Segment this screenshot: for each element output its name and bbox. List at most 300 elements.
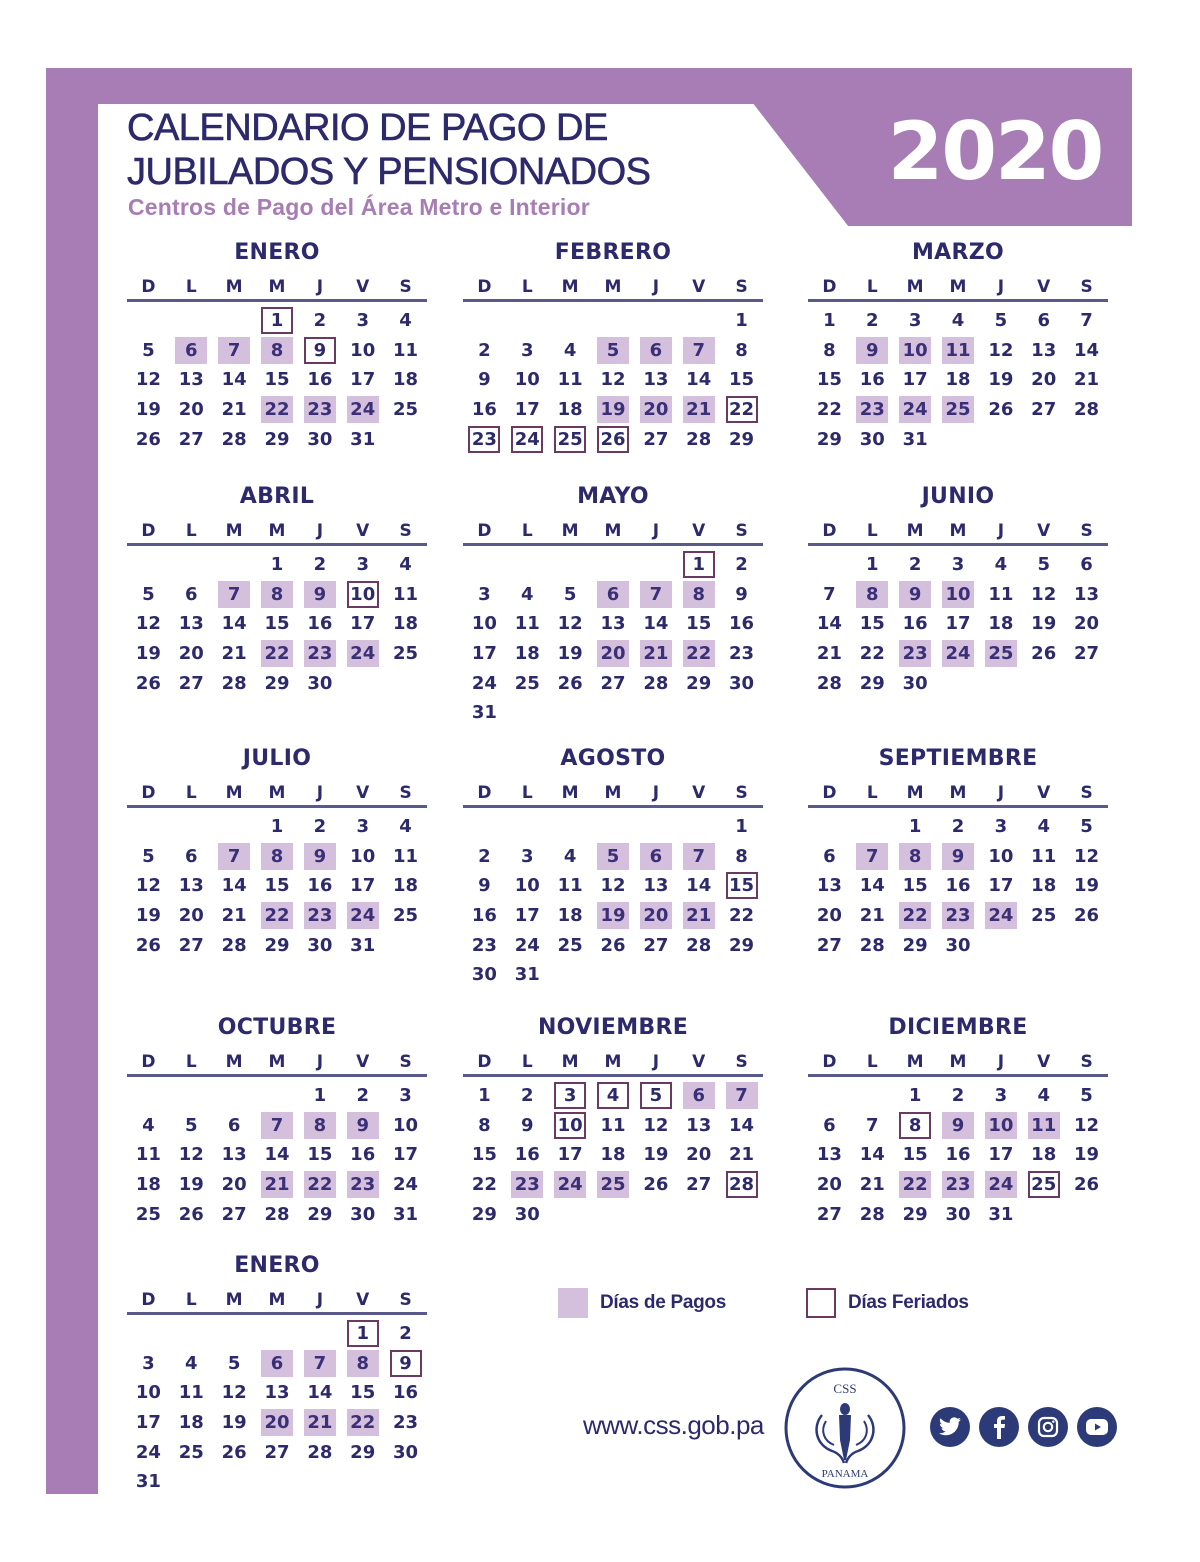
day-number: 3 <box>478 583 491 605</box>
day-number: 31 <box>514 964 540 986</box>
day-cell <box>1022 336 1065 366</box>
day-cell <box>634 1170 677 1200</box>
weekday-label: S <box>1080 1052 1093 1072</box>
payment-day-cell <box>256 1170 299 1200</box>
day-cell <box>720 580 763 610</box>
day-cell <box>384 395 427 425</box>
day-cell <box>549 668 592 698</box>
day-cell <box>298 609 341 639</box>
day-cell <box>937 550 980 580</box>
payment-day-cell <box>592 639 635 669</box>
day-cell <box>213 1199 256 1229</box>
day-cell <box>213 871 256 901</box>
day-cell <box>808 306 851 336</box>
day-number: 15 <box>902 1144 928 1166</box>
day-number: 29 <box>471 1203 497 1225</box>
holiday-cell <box>592 1081 635 1111</box>
day-number: 11 <box>393 339 419 361</box>
payment-day-cell <box>677 901 720 931</box>
day-cell <box>256 1140 299 1170</box>
day-number: 14 <box>221 613 247 635</box>
day-number: 3 <box>908 310 922 332</box>
day-cell <box>213 365 256 395</box>
day-cell <box>384 1319 427 1349</box>
day-number: 18 <box>393 875 419 897</box>
day-cell <box>851 609 894 639</box>
day-number: 30 <box>945 1203 971 1225</box>
weekday-label: J <box>997 1052 1005 1072</box>
day-number: 19 <box>178 1174 204 1196</box>
day-cell <box>384 901 427 931</box>
weekday-label: M <box>225 277 243 297</box>
day-number: 4 <box>1037 816 1050 838</box>
day-number: 21 <box>261 1171 293 1198</box>
day-cell <box>851 901 894 931</box>
day-number: 26 <box>600 934 626 956</box>
payment-day-cell <box>341 395 384 425</box>
day-grid <box>463 1081 763 1229</box>
day-cell <box>213 1378 256 1408</box>
day-grid <box>127 550 427 698</box>
day-cell <box>256 871 299 901</box>
day-number: 5 <box>227 1352 241 1374</box>
day-number: 4 <box>142 1114 155 1136</box>
day-cell <box>463 1081 506 1111</box>
day-number: 15 <box>859 613 885 635</box>
day-number: 7 <box>1080 310 1093 332</box>
day-cell <box>170 1408 213 1438</box>
day-number: 24 <box>347 396 379 423</box>
day-cell <box>256 668 299 698</box>
day-number: 13 <box>1074 583 1100 605</box>
day-number: 24 <box>514 934 540 956</box>
payment-day-cell <box>256 1408 299 1438</box>
day-cell <box>170 365 213 395</box>
day-number: 8 <box>899 1112 931 1139</box>
weekday-label: M <box>604 277 622 297</box>
twitter-icon[interactable] <box>930 1407 970 1447</box>
weekday-label: L <box>185 1290 197 1310</box>
weekday-label: M <box>949 1052 967 1072</box>
day-cell <box>808 639 851 669</box>
day-cell <box>677 365 720 395</box>
day-cell <box>506 871 549 901</box>
day-number: 16 <box>514 1144 540 1166</box>
day-cell <box>384 1408 427 1438</box>
day-number: 7 <box>304 1350 336 1377</box>
day-number: 14 <box>686 369 712 391</box>
website-link[interactable]: www.css.gob.pa <box>583 1410 764 1440</box>
day-number: 24 <box>985 902 1017 929</box>
day-cell <box>677 668 720 698</box>
day-number: 5 <box>597 843 629 870</box>
payment-day-cell <box>341 1349 384 1379</box>
payment-day-cell <box>298 1349 341 1379</box>
day-cell <box>341 930 384 960</box>
day-cell <box>463 1140 506 1170</box>
day-cell <box>170 668 213 698</box>
empty-cell <box>506 306 549 336</box>
month-julio <box>127 744 427 960</box>
payment-day-cell <box>298 580 341 610</box>
day-number: 5 <box>1037 554 1050 576</box>
day-cell <box>720 639 763 669</box>
day-cell <box>894 1140 937 1170</box>
payment-day-cell <box>592 901 635 931</box>
empty-cell <box>213 1319 256 1349</box>
day-number: 8 <box>261 581 293 608</box>
weekday-header <box>127 782 427 808</box>
day-number: 22 <box>899 902 931 929</box>
day-number: 3 <box>142 1352 155 1374</box>
day-number: 2 <box>399 1323 412 1345</box>
weekday-label: D <box>141 783 156 803</box>
payment-day-cell <box>851 842 894 872</box>
payment-day-cell <box>256 842 299 872</box>
month-name: MARZO <box>911 240 1004 265</box>
empty-cell <box>213 550 256 580</box>
day-cell <box>384 639 427 669</box>
empty-cell <box>127 812 170 842</box>
day-number: 16 <box>350 1144 376 1166</box>
logo-bottom-text: PANAMA <box>821 1468 869 1480</box>
holiday-swatch <box>806 1288 836 1318</box>
day-number: 9 <box>856 337 888 364</box>
day-cell <box>894 306 937 336</box>
day-number: 10 <box>942 581 974 608</box>
payment-day-cell <box>677 1081 720 1111</box>
day-cell <box>634 668 677 698</box>
day-number: 18 <box>393 613 419 635</box>
day-number: 22 <box>726 396 758 423</box>
day-number: 12 <box>135 369 161 391</box>
day-number: 16 <box>859 369 885 391</box>
legend-payment-label: Días de Pagos <box>600 1292 726 1313</box>
empty-cell <box>170 1319 213 1349</box>
day-cell <box>256 812 299 842</box>
day-cell <box>213 395 256 425</box>
day-number: 2 <box>866 310 879 332</box>
day-number: 15 <box>264 875 290 897</box>
day-number: 6 <box>640 337 672 364</box>
day-number: 8 <box>478 1114 491 1136</box>
day-number: 2 <box>908 554 922 576</box>
day-cell <box>298 812 341 842</box>
weekday-label: V <box>356 1290 370 1310</box>
day-number: 6 <box>175 337 207 364</box>
day-cell <box>170 1349 213 1379</box>
empty-cell <box>170 306 213 336</box>
weekday-label: D <box>822 783 837 803</box>
youtube-icon[interactable] <box>1077 1407 1117 1447</box>
day-number: 9 <box>347 1112 379 1139</box>
day-cell <box>384 1199 427 1229</box>
day-number: 25 <box>985 640 1017 667</box>
payment-day-cell <box>634 639 677 669</box>
day-cell <box>592 365 635 395</box>
day-cell <box>506 336 549 366</box>
day-cell <box>720 365 763 395</box>
day-number: 18 <box>1031 1144 1057 1166</box>
day-number: 31 <box>471 702 497 724</box>
empty-cell <box>463 550 506 580</box>
day-cell <box>384 365 427 395</box>
payment-day-cell <box>937 395 980 425</box>
empty-cell <box>127 1081 170 1111</box>
day-cell <box>341 1081 384 1111</box>
day-number: 11 <box>178 1382 204 1404</box>
payment-day-cell <box>256 639 299 669</box>
day-number: 26 <box>221 1441 247 1463</box>
day-number: 16 <box>729 613 755 635</box>
day-number: 21 <box>1074 369 1100 391</box>
weekday-label: D <box>477 783 492 803</box>
day-cell <box>937 871 980 901</box>
day-number: 28 <box>221 428 247 450</box>
day-cell <box>170 639 213 669</box>
day-cell <box>256 550 299 580</box>
payment-day-cell <box>979 1111 1022 1141</box>
day-cell <box>979 1199 1022 1229</box>
day-cell <box>677 1111 720 1141</box>
day-number: 6 <box>185 845 198 867</box>
weekday-label: L <box>521 1052 533 1072</box>
day-number: 27 <box>178 672 204 694</box>
day-cell <box>213 609 256 639</box>
month-name: ENERO <box>234 1253 320 1278</box>
day-number: 22 <box>899 1171 931 1198</box>
day-number: 28 <box>686 428 712 450</box>
payment-day-cell <box>170 336 213 366</box>
day-number: 19 <box>1074 875 1100 897</box>
day-cell <box>979 306 1022 336</box>
day-number: 15 <box>729 369 755 391</box>
weekday-label: M <box>268 783 286 803</box>
day-number: 19 <box>988 369 1014 391</box>
day-cell <box>1065 609 1108 639</box>
day-cell <box>720 609 763 639</box>
day-number: 9 <box>942 843 974 870</box>
payment-day-cell <box>677 580 720 610</box>
day-number: 22 <box>261 902 293 929</box>
day-number: 21 <box>640 640 672 667</box>
day-number: 7 <box>261 1112 293 1139</box>
payment-day-cell <box>213 336 256 366</box>
instagram-icon[interactable] <box>1028 1407 1068 1447</box>
day-cell <box>463 395 506 425</box>
day-number: 11 <box>393 583 419 605</box>
day-grid <box>463 306 763 454</box>
month-mayo <box>463 482 763 728</box>
payment-day-cell <box>937 842 980 872</box>
weekday-label: S <box>735 1052 748 1072</box>
day-number: 22 <box>347 1409 379 1436</box>
weekday-label: D <box>141 1052 156 1072</box>
day-number: 23 <box>729 643 755 665</box>
payment-day-cell <box>851 580 894 610</box>
holiday-cell <box>506 424 549 454</box>
day-number: 28 <box>816 672 842 694</box>
day-cell <box>170 1111 213 1141</box>
facebook-icon[interactable] <box>979 1407 1019 1447</box>
payment-day-cell <box>937 580 980 610</box>
day-number: 9 <box>304 581 336 608</box>
day-cell <box>549 842 592 872</box>
day-number: 16 <box>393 1382 419 1404</box>
day-number: 15 <box>686 613 712 635</box>
day-number: 1 <box>683 551 715 578</box>
day-number: 8 <box>347 1350 379 1377</box>
day-number: 8 <box>823 339 836 361</box>
day-number: 5 <box>185 1114 198 1136</box>
day-cell <box>1022 550 1065 580</box>
empty-cell <box>851 812 894 842</box>
day-cell <box>592 609 635 639</box>
day-number: 20 <box>1031 369 1057 391</box>
day-number: 8 <box>683 581 715 608</box>
payment-day-cell <box>720 1081 763 1111</box>
day-number: 1 <box>270 816 284 838</box>
day-number: 15 <box>816 369 842 391</box>
day-number: 21 <box>221 643 247 665</box>
day-cell <box>720 930 763 960</box>
day-number: 29 <box>729 934 755 956</box>
day-cell <box>506 395 549 425</box>
weekday-label: M <box>906 783 924 803</box>
day-number: 21 <box>816 643 842 665</box>
day-cell <box>592 1140 635 1170</box>
day-number: 8 <box>261 843 293 870</box>
weekday-label: D <box>822 1052 837 1072</box>
day-number: 13 <box>264 1382 290 1404</box>
day-number: 16 <box>307 613 333 635</box>
day-number: 12 <box>135 875 161 897</box>
day-number: 23 <box>899 640 931 667</box>
day-cell <box>384 306 427 336</box>
day-cell <box>937 306 980 336</box>
month-name: SEPTIEMBRE <box>878 746 1038 771</box>
social-icons <box>930 1407 1117 1447</box>
day-cell <box>298 1378 341 1408</box>
payment-day-cell <box>979 639 1022 669</box>
empty-cell <box>677 306 720 336</box>
day-cell <box>1022 639 1065 669</box>
day-number: 3 <box>399 1085 412 1107</box>
weekday-label: D <box>477 1052 492 1072</box>
payment-day-cell <box>592 395 635 425</box>
day-grid <box>127 306 427 454</box>
day-number: 6 <box>597 581 629 608</box>
day-cell <box>256 1437 299 1467</box>
day-number: 22 <box>304 1171 336 1198</box>
day-number: 10 <box>350 339 376 361</box>
day-number: 29 <box>729 428 755 450</box>
weekday-header <box>127 1289 427 1315</box>
day-number: 28 <box>643 672 669 694</box>
day-number: 20 <box>640 396 672 423</box>
day-cell <box>1022 609 1065 639</box>
day-cell <box>127 1140 170 1170</box>
day-cell <box>851 306 894 336</box>
day-cell <box>170 871 213 901</box>
day-cell <box>894 1199 937 1229</box>
day-number: 3 <box>994 1085 1008 1107</box>
day-number: 17 <box>557 1144 583 1166</box>
day-number: 5 <box>142 583 155 605</box>
day-number: 27 <box>1074 643 1100 665</box>
day-cell <box>808 1170 851 1200</box>
day-cell <box>341 306 384 336</box>
day-cell <box>213 901 256 931</box>
day-cell <box>851 1170 894 1200</box>
payment-day-cell <box>634 336 677 366</box>
weekday-label: S <box>735 521 748 541</box>
day-cell <box>213 1111 256 1141</box>
empty-cell <box>634 812 677 842</box>
day-cell <box>463 901 506 931</box>
day-number: 12 <box>1031 583 1057 605</box>
day-cell <box>808 580 851 610</box>
day-number: 27 <box>643 428 669 450</box>
payment-day-cell <box>677 639 720 669</box>
payment-day-cell <box>256 395 299 425</box>
day-number: 11 <box>393 845 419 867</box>
empty-cell <box>592 306 635 336</box>
day-number: 13 <box>643 369 669 391</box>
month-name: OCTUBRE <box>217 1015 337 1040</box>
day-cell <box>894 550 937 580</box>
empty-cell <box>298 1319 341 1349</box>
empty-cell <box>256 1319 299 1349</box>
month-name: DICIEMBRE <box>888 1015 1028 1040</box>
day-cell <box>1065 842 1108 872</box>
day-cell <box>384 580 427 610</box>
day-number: 6 <box>1037 310 1050 332</box>
day-number: 16 <box>945 875 971 897</box>
day-cell <box>506 609 549 639</box>
payment-day-cell <box>937 901 980 931</box>
day-number: 12 <box>600 875 626 897</box>
holiday-cell <box>1022 1170 1065 1200</box>
payment-day-cell <box>937 336 980 366</box>
day-number: 22 <box>683 640 715 667</box>
weekday-label: S <box>399 277 412 297</box>
weekday-label: S <box>1080 783 1093 803</box>
empty-cell <box>549 306 592 336</box>
day-number: 19 <box>135 905 161 927</box>
legend-holidays <box>806 1287 969 1319</box>
weekday-header <box>808 1051 1108 1077</box>
day-cell <box>384 842 427 872</box>
weekday-label: J <box>652 1052 660 1072</box>
day-cell <box>720 1140 763 1170</box>
day-number: 17 <box>902 369 928 391</box>
day-number: 9 <box>942 1112 974 1139</box>
day-number: 12 <box>221 1382 247 1404</box>
day-cell <box>677 609 720 639</box>
empty-cell <box>463 306 506 336</box>
weekday-label: J <box>316 783 324 803</box>
empty-cell <box>213 306 256 336</box>
day-cell <box>634 1140 677 1170</box>
weekday-header <box>463 520 763 546</box>
weekday-label: S <box>1080 277 1093 297</box>
weekday-label: V <box>1037 277 1051 297</box>
day-number: 17 <box>471 643 497 665</box>
day-number: 10 <box>347 581 379 608</box>
day-cell <box>677 1170 720 1200</box>
day-cell <box>549 639 592 669</box>
